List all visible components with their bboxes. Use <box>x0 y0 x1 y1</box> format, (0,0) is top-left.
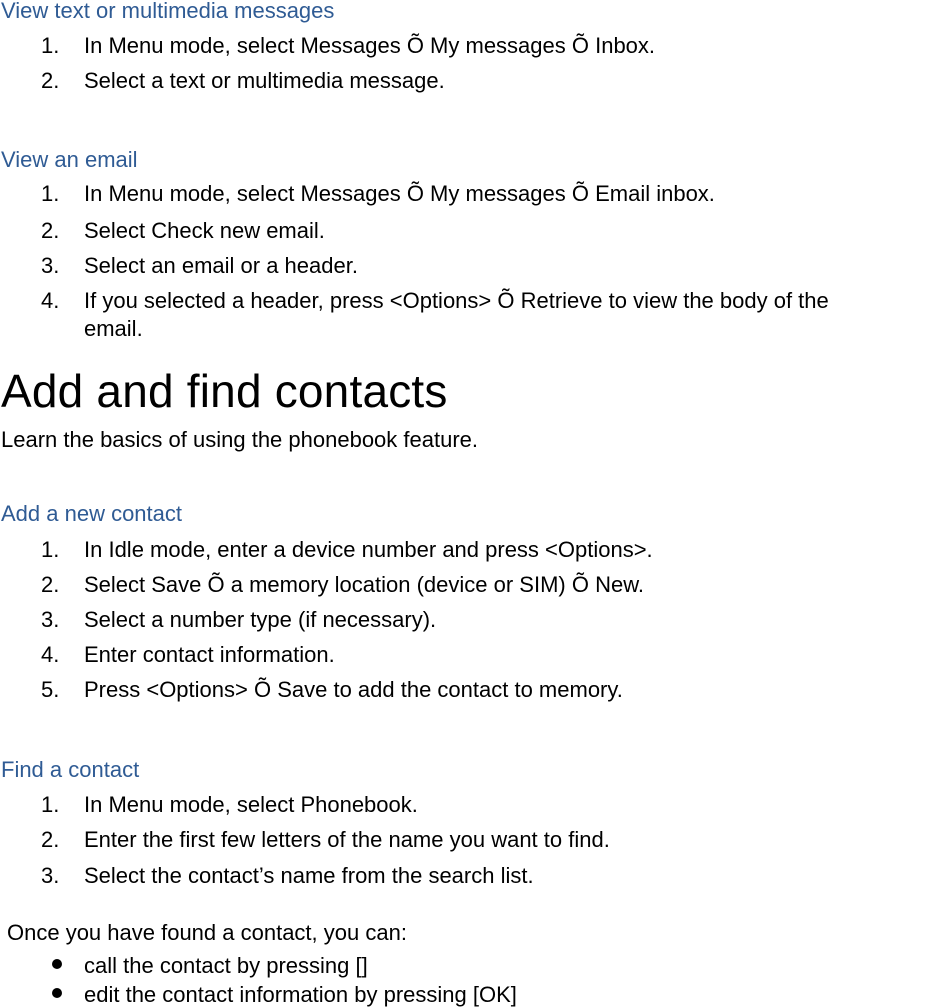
step-text: Press <Options> Õ Save to add the contact to memory. <box>84 677 623 702</box>
step-number: 2. <box>41 68 60 93</box>
bullet-item: edit the contact information by pressing [OK] <box>84 982 517 1007</box>
section-intro: Learn the basics of using the phonebook feature. <box>1 427 479 452</box>
step-number: 1. <box>41 181 60 206</box>
step-number: 3. <box>41 253 60 278</box>
step-number: 1. <box>41 33 60 58</box>
bullet-dot-icon <box>52 988 62 998</box>
step-number: 3. <box>41 863 60 888</box>
step-text-continued: email. <box>84 316 143 341</box>
step-number: 2. <box>41 827 60 852</box>
bullet-item: call the contact by pressing [] <box>84 953 368 978</box>
section-heading-find-contact: Find a contact <box>1 757 140 782</box>
step-number: 5. <box>41 677 60 702</box>
step-text: Enter the first few letters of the name you want to find. <box>84 827 610 852</box>
step-text: Enter contact information. <box>84 642 335 667</box>
step-text: In Menu mode, select Phonebook. <box>84 792 418 817</box>
step-number: 3. <box>41 607 60 632</box>
section-heading-view-messages: View text or multimedia messages <box>1 0 335 23</box>
step-text: If you selected a header, press <Options> Õ Retrieve to view the body of the <box>84 288 829 313</box>
section-heading-add-contact: Add a new contact <box>1 501 183 526</box>
step-number: 4. <box>41 288 60 313</box>
section-note: Once you have found a contact, you can: <box>7 920 407 945</box>
step-text: Select Check new email. <box>84 218 325 243</box>
step-text: Select a number type (if necessary). <box>84 607 437 632</box>
step-text: In Menu mode, select Messages Õ My messages Õ Email inbox. <box>84 181 715 206</box>
step-text: Select an email or a header. <box>84 253 358 278</box>
step-text: In Idle mode, enter a device number and press <Options>. <box>84 537 653 562</box>
step-text: Select the contact’s name from the search list. <box>84 863 534 888</box>
step-number: 2. <box>41 572 60 597</box>
step-number: 1. <box>41 792 60 817</box>
page-title: Add and find contacts <box>1 365 448 417</box>
step-number: 2. <box>41 218 60 243</box>
step-number: 4. <box>41 642 60 667</box>
step-number: 1. <box>41 537 60 562</box>
step-text: Select Save Õ a memory location (device or SIM) Õ New. <box>84 572 644 597</box>
bullet-dot-icon <box>52 959 62 969</box>
step-text: In Menu mode, select Messages Õ My messages Õ Inbox. <box>84 33 656 58</box>
section-heading-view-email: View an email <box>1 147 138 172</box>
step-text: Select a text or multimedia message. <box>84 68 445 93</box>
